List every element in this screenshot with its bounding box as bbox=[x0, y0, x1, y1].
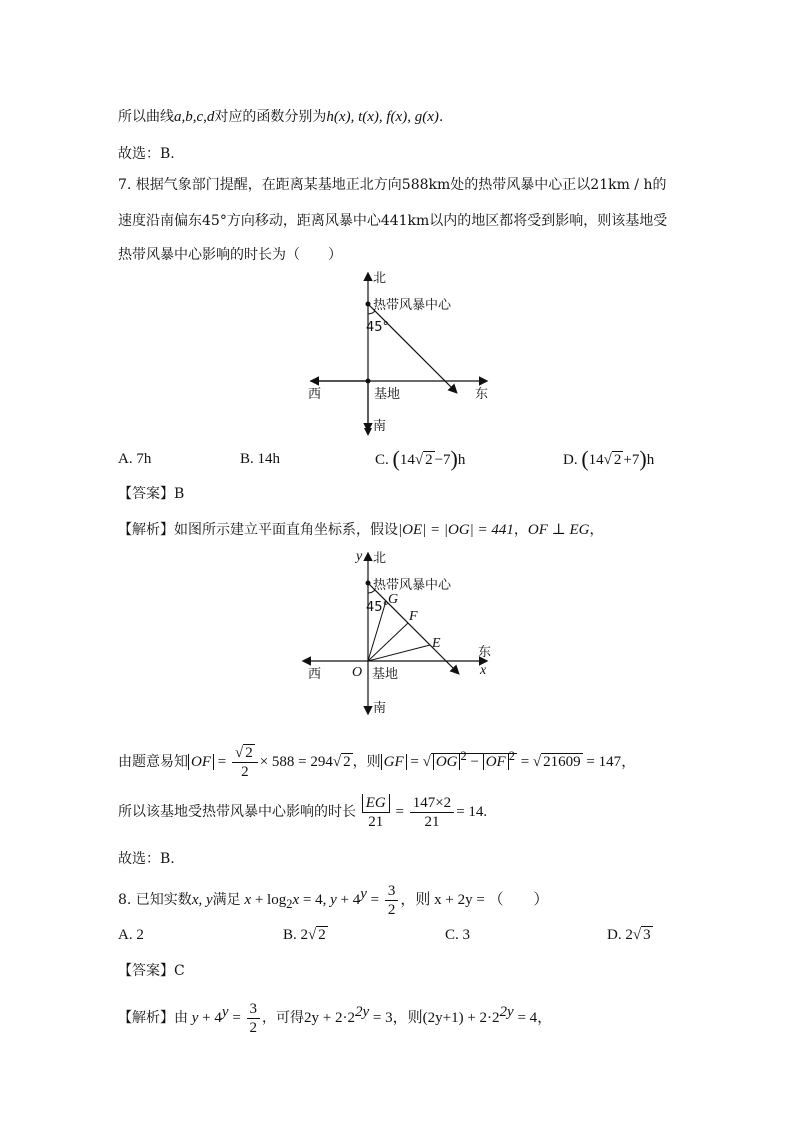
label-south: 南 bbox=[373, 419, 387, 434]
radicand: 2 bbox=[318, 927, 326, 943]
label-G: G bbox=[388, 592, 399, 607]
q7-choose: 故选：B. bbox=[118, 851, 175, 867]
q7-option-c[interactable]: C. (14√ 2 −7)h bbox=[375, 446, 466, 471]
equation: |OE| = |OG| = 441 bbox=[398, 522, 514, 538]
q7-option-a[interactable]: A. 7h bbox=[118, 451, 152, 467]
text: 所以曲线 bbox=[118, 109, 174, 125]
q7-line3: 热带风暴中心影响的时长为（ ） bbox=[118, 247, 342, 263]
diagram-storm-2 bbox=[300, 548, 500, 720]
text: ，则 x + 2y = （ ） bbox=[400, 892, 549, 908]
text: 8. 已知实数 bbox=[118, 892, 192, 908]
equation: OF ⊥ EG bbox=[527, 522, 590, 538]
text: ，则 bbox=[352, 754, 381, 770]
q8-option-d[interactable]: D. 2√ 3 bbox=[607, 927, 651, 943]
label-west: 西 bbox=[308, 387, 322, 402]
text: 14 bbox=[588, 452, 604, 468]
label-north: 北 bbox=[373, 271, 387, 286]
vars: x, y bbox=[191, 892, 213, 908]
text: D. 2 bbox=[607, 927, 633, 943]
text: 【解析】如图所示建立平面直角坐标系，假设 bbox=[118, 522, 398, 538]
q8-analysis: 【解析】由 $y + 4^y$ = $\frac{3}{2}$ ，可得$2y + 2\cdot 2^{2y} = 3$，则$(2y+1) + 2\cdot 2^{2y} = 4$， bbox=[118, 1001, 553, 1037]
q7-analysis-of-gf: 由题意易知 OF = $\frac{√ 2}{2}$ × 588 = 294√ 2 ，则 GF = √ OG $^2$ − OF $^2$ = √ 21609 = 147， bbox=[118, 745, 637, 781]
q7-option-d[interactable]: D. (14√ 2 +7)h bbox=[563, 446, 655, 471]
fraction-time bbox=[410, 794, 454, 831]
paragraph-curve-functions bbox=[118, 106, 443, 128]
label-north: 北 bbox=[373, 551, 387, 566]
fraction-EG-over-21: $\frac{EG}{21}$ bbox=[362, 794, 390, 831]
text: = 147 bbox=[586, 754, 622, 770]
label-angle: 45° bbox=[366, 600, 390, 615]
text: . bbox=[438, 109, 444, 125]
segment-OE bbox=[368, 645, 430, 661]
label-storm-center: 热带风暴中心 bbox=[373, 578, 452, 593]
storm-path bbox=[368, 583, 458, 673]
text: h bbox=[457, 452, 466, 468]
fraction-3-over-2: $\frac{3}{2}$ bbox=[247, 1000, 261, 1037]
radicand: 3 bbox=[643, 927, 651, 943]
storm-center-dot bbox=[366, 302, 371, 307]
text: 由题意易知 bbox=[118, 754, 188, 770]
q8-option-a[interactable]: A. 2 bbox=[118, 927, 144, 943]
label-east: 东 bbox=[478, 645, 492, 660]
text: D. bbox=[563, 452, 582, 468]
label-west: 西 bbox=[308, 667, 322, 682]
radicand: 2 bbox=[613, 452, 622, 468]
storm-center-dot bbox=[366, 581, 371, 586]
diagram-storm-1 bbox=[300, 268, 500, 438]
q8-question: 8. 已知实数x, y满足 $x + \log_2x = 4$, $y + 4^y$ = $\frac{3}{2}$ ，则 x + 2y = （ ） bbox=[118, 883, 549, 919]
text: h bbox=[646, 452, 655, 468]
equation: 2y + 2·2 bbox=[304, 1010, 355, 1026]
denominator: 21 bbox=[424, 814, 440, 831]
base-dot bbox=[366, 379, 371, 384]
q7-option-b[interactable]: B. 14h bbox=[240, 451, 281, 467]
fraction-sqrt2-over-2: $\frac{√ 2}{2}$ bbox=[232, 744, 258, 781]
label-E: E bbox=[432, 636, 441, 651]
text: 对应的函数分别为 bbox=[214, 109, 327, 125]
label-east: 东 bbox=[475, 387, 489, 402]
label-F: F bbox=[409, 609, 418, 624]
text: +7 bbox=[623, 452, 640, 468]
equation: (2y+1) + 2·2 bbox=[422, 1010, 500, 1026]
label-base: 基地 bbox=[372, 667, 399, 682]
label-x: x bbox=[480, 663, 487, 678]
q8-option-b[interactable]: B. 2√ 2 bbox=[283, 927, 326, 943]
q7-line2: 速度沿南偏东45°方向移动，距离风暴中心441km以内的地区都将受到影响，则该基地受 bbox=[118, 213, 668, 229]
text: 所以该基地受热带风暴中心影响的时长 bbox=[118, 804, 356, 820]
fraction-3-over-2: $\frac{3}{2}$ bbox=[385, 882, 399, 919]
text: ，可得 bbox=[262, 1010, 305, 1026]
equation: = 3，则 bbox=[372, 1010, 423, 1026]
text: C. bbox=[375, 452, 393, 468]
text: B. 2 bbox=[283, 927, 309, 943]
label-O: O bbox=[352, 665, 363, 680]
text: 14 bbox=[399, 452, 415, 468]
label-angle: 45° bbox=[366, 320, 390, 335]
label-south: 南 bbox=[373, 701, 387, 716]
text: 【解析】由 bbox=[118, 1010, 188, 1026]
q7-line1: 7. 根据气象部门提醒，在距离某基地正北方向588km处的热带风暴中心正以21km / h的 bbox=[118, 177, 667, 193]
q8-option-c[interactable]: C. 3 bbox=[445, 927, 471, 943]
label-y: y bbox=[356, 549, 363, 564]
equation: = 4， bbox=[517, 1010, 553, 1026]
label-storm-center: 热带风暴中心 bbox=[373, 298, 452, 313]
q8-answer: 【答案】C bbox=[118, 963, 185, 979]
var-list: a,b,c,d bbox=[174, 109, 215, 125]
text: × 588 = 294 bbox=[259, 754, 333, 770]
text: 满足 bbox=[212, 892, 241, 908]
q7-analysis-time: 所以该基地受热带风暴中心影响的时长 $\frac{EG}{21}$ = $\frac{147\times 2}{21}$ = 14. bbox=[118, 795, 488, 831]
q7-analysis-head: 【解析】如图所示建立平面直角坐标系，假设|OE| = |OG| = 441，OF ⊥ EG， bbox=[118, 522, 604, 538]
numerator: 147×2 bbox=[410, 794, 454, 813]
text: −7 bbox=[434, 452, 451, 468]
label-base: 基地 bbox=[374, 387, 401, 402]
text: = 14 bbox=[456, 804, 484, 820]
radicand: 2 bbox=[425, 452, 433, 468]
func-list: h(x), t(x), f(x), g(x) bbox=[326, 109, 439, 125]
choose-label: 故选：B. bbox=[118, 146, 175, 162]
storm-path bbox=[368, 304, 456, 392]
q7-answer: 【答案】B bbox=[118, 486, 185, 502]
